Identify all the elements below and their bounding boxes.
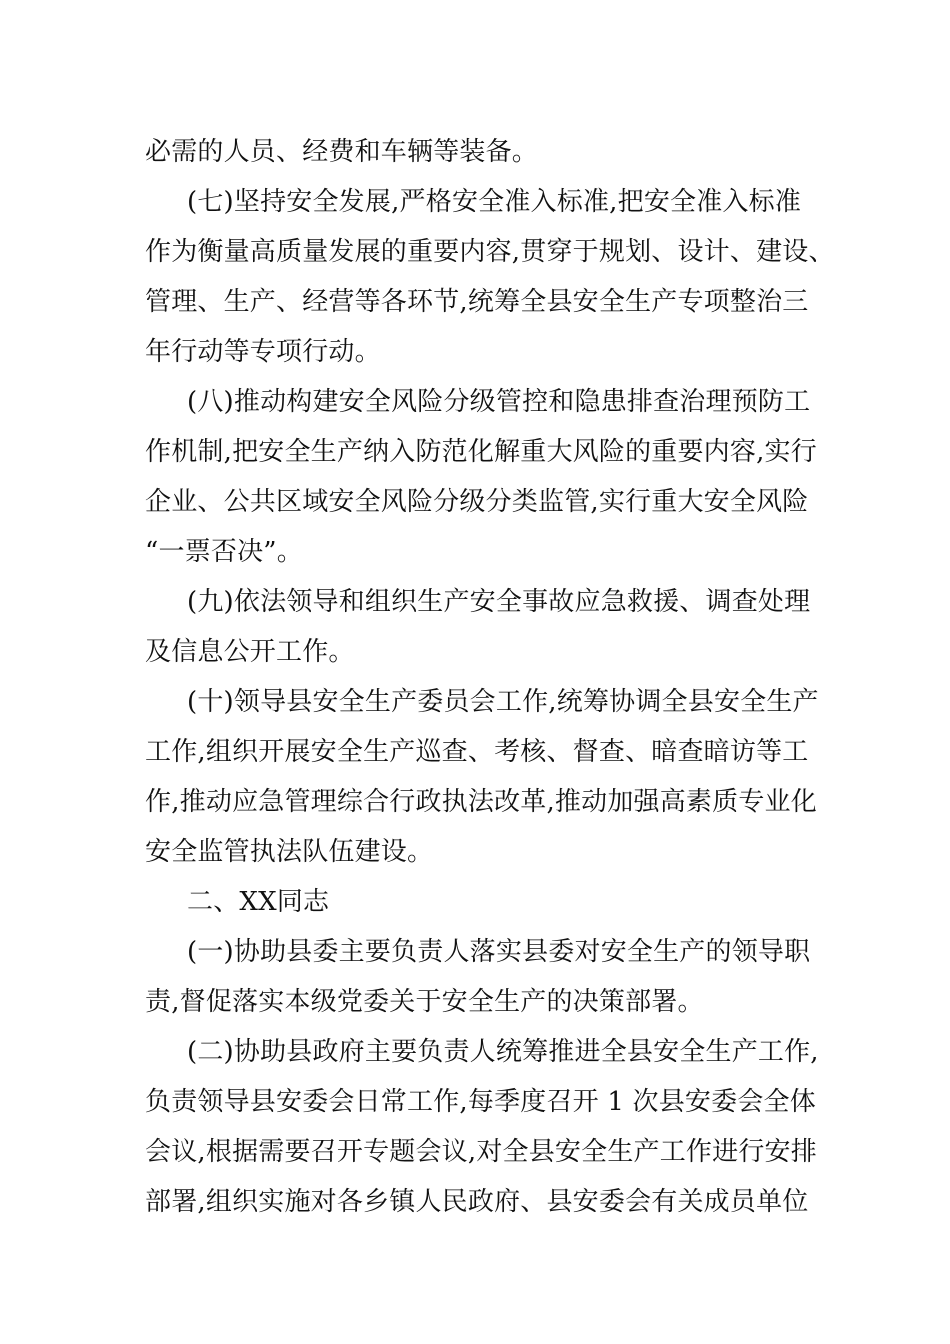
text-line: 会议,根据需要召开专题会议,对全县安全生产工作进行安排 [145, 1137, 817, 1167]
text-line: 安全监管执法队伍建设。 [145, 837, 434, 867]
section-heading: 二、XX同志 [187, 887, 330, 917]
paragraph-2-line-1: (二)协助县政府主要负责人统筹推进全县安全生产工作, [187, 1037, 819, 1067]
text-line: 责,督促落实本级党委关于安全生产的决策部署。 [145, 987, 704, 1017]
paragraph-8-line-1: (八)推动构建安全风险分级管控和隐患排查治理预防工 [187, 387, 811, 417]
text-line: 作为衡量高质量发展的重要内容,贯穿于规划、设计、建设、 [145, 237, 835, 267]
text-line: 必需的人员、经费和车辆等装备。 [145, 137, 539, 167]
text-line: 作机制,把安全生产纳入防范化解重大风险的重要内容,实行 [145, 437, 817, 467]
paragraph-7-line-1: (七)坚持安全发展,严格安全准入标准,把安全准入标准 [187, 187, 802, 217]
text-line: 作,推动应急管理综合行政执法改革,推动加强高素质专业化 [145, 787, 817, 817]
text-line: 工作,组织开展安全生产巡查、考核、督查、暗查暗访等工 [145, 737, 809, 767]
text-line: 及信息公开工作。 [145, 637, 355, 667]
text-line: 负责领导县安委会日常工作,每季度召开 1 次县安委会全体 [145, 1087, 816, 1117]
text-line: 企业、公共区域安全风险分级分类监管,实行重大安全风险 [145, 487, 809, 517]
text-line: 年行动等专项行动。 [145, 337, 381, 367]
text-line: 部署,组织实施对各乡镇人民政府、县安委会有关成员单位 [145, 1187, 809, 1217]
paragraph-1-line-1: (一)协助县委主要负责人落实县委对安全生产的领导职 [187, 937, 811, 967]
paragraph-9-line-1: (九)依法领导和组织生产安全事故应急救援、调查处理 [187, 587, 811, 617]
text-line: 管理、生产、经营等各环节,统筹全县安全生产专项整治三 [145, 287, 809, 317]
text-line: “一票否决”。 [145, 537, 303, 567]
paragraph-10-line-1: (十)领导县安全生产委员会工作,统筹协调全县安全生产 [187, 687, 819, 717]
